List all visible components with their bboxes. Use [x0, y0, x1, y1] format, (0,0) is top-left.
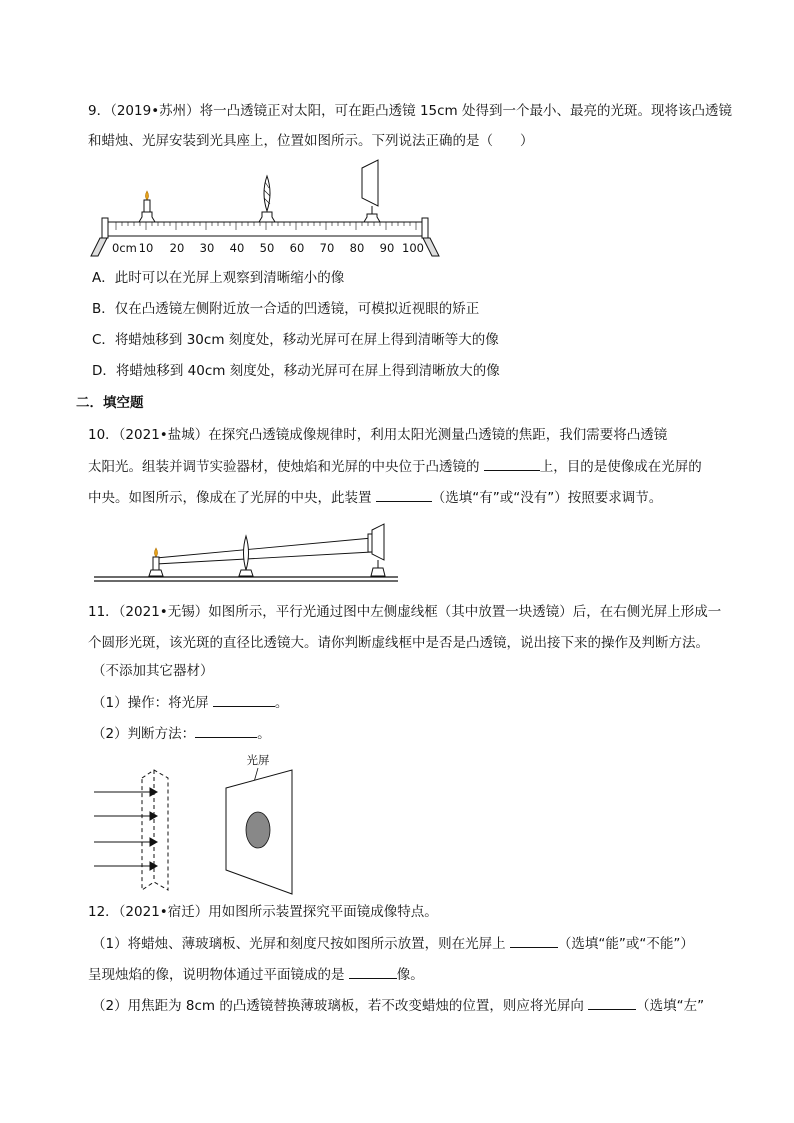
dashed-lens-box	[142, 770, 168, 890]
bench-label-10: 10	[138, 241, 154, 255]
parallel-light-arrows	[94, 788, 157, 870]
q9-option-c: C．将蜡烛移到 30cm 刻度处，移动光屏可在屏上得到清晰等大的像	[92, 332, 499, 348]
q10-line1: 10．（2021•盐城）在探究凸透镜成像规律时，利用太阳光测量凸透镜的焦距，我们需要将凸透镜	[88, 427, 668, 443]
convex-lens	[264, 176, 270, 211]
lens-holder	[259, 212, 275, 222]
q11-blank-2[interactable]	[195, 723, 257, 738]
q11-part2-a: （2）判断方法：	[92, 726, 196, 742]
q11-line2: 个圆形光斑，该光斑的直径比透镜大。请你判断虚线框中是否是凸透镜，说出接下来的操作及判断方法。	[88, 635, 709, 651]
q10-blank-2[interactable]	[376, 487, 432, 502]
bench-label-70: 70	[319, 241, 335, 255]
q12-part2-a: （2）用焦距为 8cm 的凸透镜替换薄玻璃板，若不改变蜡烛的位置，则应将光屏向	[92, 998, 589, 1014]
q12-part1-b: （选填“能”或“不能”）	[557, 936, 694, 952]
q12-part1-line2	[88, 964, 424, 985]
light-screen	[362, 160, 378, 206]
section-heading: 二．填空题	[76, 395, 144, 411]
q10-line2	[88, 456, 702, 477]
q12-part1-a: （1）将蜡烛、薄玻璃板、光屏和刻度尺按如图所示放置，则在光屏上	[92, 936, 510, 952]
q11-part2	[92, 723, 271, 744]
q12-part1-c: 呈现烛焰的像，说明物体通过平面镜成的是	[88, 967, 349, 983]
q9-option-d: D．将蜡烛移到 40cm 刻度处，移动光屏可在屏上得到清晰放大的像	[92, 363, 500, 379]
q12-blank-3[interactable]	[588, 995, 636, 1010]
left-leg	[91, 238, 107, 256]
q10-setup-figure	[92, 516, 402, 588]
q10-blank-1[interactable]	[484, 456, 540, 471]
bench-label-40: 40	[229, 241, 245, 255]
candle	[144, 200, 150, 212]
bench-label-100: 100	[402, 241, 424, 255]
screen-label: 光屏	[246, 753, 270, 767]
q11-part1-b: 。	[274, 695, 289, 711]
q11-blank-1[interactable]	[213, 692, 275, 707]
bench-label-60: 60	[289, 241, 305, 255]
right-leg	[423, 238, 439, 256]
q10-candle	[153, 557, 159, 570]
q11-line3: （不添加其它器材）	[92, 663, 214, 679]
q12-blank-1[interactable]	[510, 933, 558, 948]
q11-lens-box-figure	[90, 748, 310, 898]
screen-holder	[364, 214, 380, 222]
q12-part1-d: 像。	[396, 967, 424, 983]
q10-line3-a: 中央。如图所示，像成在了光屏的中央，此装置	[88, 490, 376, 506]
q11-part1-a: （1）操作：将光屏	[92, 695, 213, 711]
q12-line1: 12．（2021•宿迁）用如图所示装置探究平面镜成像特点。	[88, 904, 438, 920]
bench-label-90: 90	[379, 241, 395, 255]
q9-option-b: B．仅在凸透镜左侧附近放一合适的凹透镜，可模拟近视眼的矫正	[92, 301, 480, 317]
q10-line3	[88, 487, 662, 508]
optical-bench-figure	[90, 158, 440, 258]
q12-part2-b: （选填“左”	[636, 998, 705, 1014]
bench-label-20: 20	[169, 241, 185, 255]
q11-part2-b: 。	[257, 726, 271, 742]
q12-part2-line	[92, 995, 704, 1016]
q10-lens	[244, 536, 249, 570]
q9-line1: 9．（2019•苏州）将一凸透镜正对太阳，可在距凸透镜 15cm 处得到一个最小、最亮的光斑。现将该凸透镜	[88, 103, 732, 119]
bench-labels	[112, 241, 424, 255]
bench-label-0: 0cm	[112, 241, 137, 255]
candle-holder	[139, 212, 155, 222]
q12-part1-line1	[92, 933, 694, 954]
bench-label-80: 80	[349, 241, 365, 255]
q10-line2-a: 太阳光。组装并调节实验器材，使烛焰和光屏的中央位于凸透镜的	[88, 459, 484, 475]
q12-blank-2[interactable]	[349, 964, 397, 979]
q11-line1: 11．（2021•无锡）如图所示，平行光通过图中左侧虚线框（其中放置一块透镜）后，在右侧光屏上形成一	[88, 604, 722, 620]
q9-line2: 和蜡烛、光屏安装到光具座上，位置如图所示。下列说法正确的是（ ）	[88, 133, 534, 149]
q9-option-a: A．此时可以在光屏上观察到清晰缩小的像	[92, 270, 345, 286]
bench-label-30: 30	[199, 241, 215, 255]
light-spot	[246, 812, 270, 848]
bench-rail	[104, 222, 426, 236]
q11-part1	[92, 692, 288, 713]
q10-screen	[372, 524, 384, 560]
q10-line3-b: （选填“有”或“没有”）按照要求调节。	[431, 490, 663, 506]
q10-line2-b: 上，目的是使像成在光屏的	[539, 459, 702, 475]
bench-label-50: 50	[259, 241, 275, 255]
candle-flame	[146, 191, 149, 200]
